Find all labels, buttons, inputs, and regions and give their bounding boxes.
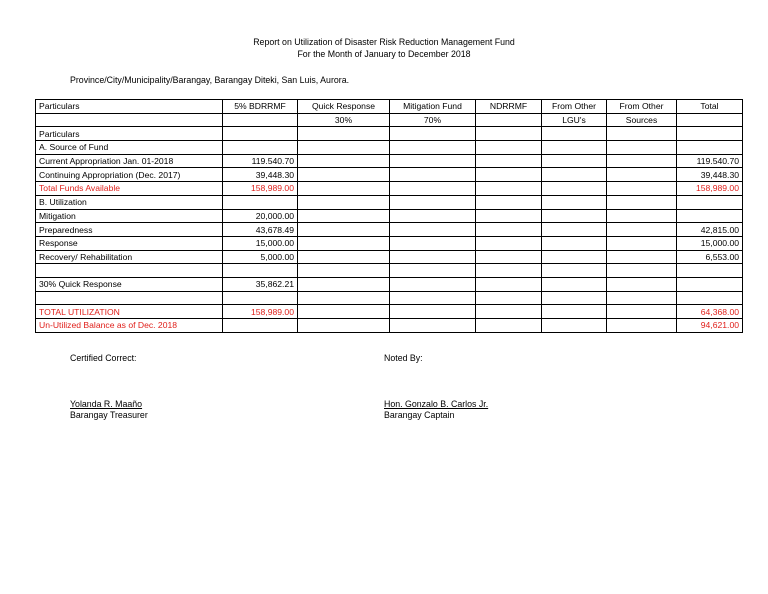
empty-cell	[298, 127, 390, 141]
bdrrmf-cell: 39,448.30	[223, 168, 298, 182]
header-cell: Quick Response	[298, 100, 390, 114]
row-label: Response	[36, 236, 223, 250]
report-period: For the Month of January to December 2018	[297, 49, 471, 59]
header-row-2	[36, 113, 743, 127]
report-title: Report on Utilization of Disaster Risk Reduction Management Fund	[253, 37, 515, 47]
empty-cell	[390, 291, 476, 305]
treasurer-name: Yolanda R. Maaño	[70, 399, 143, 409]
empty-cell	[607, 127, 677, 141]
empty-cell	[390, 264, 476, 278]
empty-cell	[298, 319, 390, 333]
row-label: A. Source of Fund	[36, 141, 223, 155]
empty-cell	[390, 168, 476, 182]
total-cell: 119.540.70	[677, 154, 743, 168]
header-cell: Sources	[607, 113, 677, 127]
table-row	[36, 319, 743, 333]
table-row	[36, 223, 743, 237]
total-cell: 94,621.00	[677, 319, 743, 333]
empty-cell	[542, 195, 607, 209]
empty-cell	[390, 250, 476, 264]
empty-cell	[476, 141, 542, 155]
empty-cell	[476, 277, 542, 291]
empty-cell	[476, 127, 542, 141]
empty-cell	[390, 305, 476, 319]
row-label: TOTAL UTILIZATION	[36, 305, 223, 319]
certified-correct-label: Certified Correct:	[70, 353, 137, 363]
empty-cell	[298, 291, 390, 305]
total-cell	[677, 209, 743, 223]
table-row	[36, 277, 743, 291]
empty-cell	[390, 223, 476, 237]
empty-cell	[476, 291, 542, 305]
bdrrmf-cell: 15,000.00	[223, 236, 298, 250]
table-row	[36, 209, 743, 223]
table-row	[36, 264, 743, 278]
bdrrmf-cell	[223, 264, 298, 278]
table-row	[36, 168, 743, 182]
empty-cell	[607, 168, 677, 182]
header-cell: 30%	[298, 113, 390, 127]
treasurer-signature	[70, 399, 148, 421]
bdrrmf-cell	[223, 195, 298, 209]
row-label: B. Utilization	[36, 195, 223, 209]
empty-cell	[298, 223, 390, 237]
total-cell	[677, 141, 743, 155]
header-cell: 70%	[390, 113, 476, 127]
bdrrmf-cell: 119.540.70	[223, 154, 298, 168]
bdrrmf-cell	[223, 127, 298, 141]
table-row	[36, 250, 743, 264]
empty-cell	[542, 209, 607, 223]
empty-cell	[476, 305, 542, 319]
empty-cell	[542, 236, 607, 250]
bdrrmf-cell: 20,000.00	[223, 209, 298, 223]
empty-cell	[390, 154, 476, 168]
empty-cell	[476, 223, 542, 237]
header-cell: From Other	[607, 100, 677, 114]
empty-cell	[607, 277, 677, 291]
header-cell	[476, 113, 542, 127]
empty-cell	[390, 319, 476, 333]
bdrrmf-cell: 5,000.00	[223, 250, 298, 264]
empty-cell	[298, 195, 390, 209]
empty-cell	[476, 195, 542, 209]
empty-cell	[390, 195, 476, 209]
row-label: Continuing Appropriation (Dec. 2017)	[36, 168, 223, 182]
row-label: 30% Quick Response	[36, 277, 223, 291]
empty-cell	[476, 209, 542, 223]
empty-cell	[298, 154, 390, 168]
empty-cell	[298, 264, 390, 278]
header-row-1	[36, 100, 743, 114]
table-row	[36, 195, 743, 209]
empty-cell	[542, 319, 607, 333]
captain-signature	[384, 399, 488, 421]
captain-title: Barangay Captain	[384, 410, 455, 420]
table-row	[36, 127, 743, 141]
empty-cell	[476, 154, 542, 168]
empty-cell	[390, 127, 476, 141]
header-cell: Particulars	[36, 100, 223, 114]
header-cell: LGU's	[542, 113, 607, 127]
row-label: Mitigation	[36, 209, 223, 223]
empty-cell	[298, 236, 390, 250]
empty-cell	[542, 182, 607, 196]
empty-cell	[607, 319, 677, 333]
empty-cell	[476, 319, 542, 333]
empty-cell	[298, 182, 390, 196]
row-label: Particulars	[36, 127, 223, 141]
empty-cell	[542, 141, 607, 155]
empty-cell	[607, 305, 677, 319]
empty-cell	[298, 209, 390, 223]
row-label: Recovery/ Rehabilitation	[36, 250, 223, 264]
empty-cell	[607, 264, 677, 278]
table-row	[36, 305, 743, 319]
empty-cell	[390, 236, 476, 250]
total-cell: 39,448.30	[677, 168, 743, 182]
empty-cell	[542, 168, 607, 182]
table-row	[36, 291, 743, 305]
table-row	[36, 154, 743, 168]
header-cell	[677, 113, 743, 127]
empty-cell	[476, 168, 542, 182]
total-cell: 6,553.00	[677, 250, 743, 264]
total-cell: 42,815.00	[677, 223, 743, 237]
row-label	[36, 264, 223, 278]
total-cell	[677, 291, 743, 305]
empty-cell	[542, 305, 607, 319]
empty-cell	[542, 264, 607, 278]
total-cell	[677, 277, 743, 291]
empty-cell	[542, 291, 607, 305]
empty-cell	[390, 209, 476, 223]
empty-cell	[607, 291, 677, 305]
header-cell: NDRRMF	[476, 100, 542, 114]
bdrrmf-cell: 158,989.00	[223, 182, 298, 196]
empty-cell	[390, 182, 476, 196]
empty-cell	[607, 223, 677, 237]
empty-cell	[298, 141, 390, 155]
empty-cell	[298, 250, 390, 264]
empty-cell	[298, 305, 390, 319]
empty-cell	[542, 277, 607, 291]
treasurer-title: Barangay Treasurer	[70, 410, 148, 420]
total-cell	[677, 127, 743, 141]
total-cell: 64,368.00	[677, 305, 743, 319]
row-label: Un-Utilized Balance as of Dec. 2018	[36, 319, 223, 333]
table-row	[36, 236, 743, 250]
total-cell: 15,000.00	[677, 236, 743, 250]
header-cell: 5% BDRRMF	[223, 100, 298, 114]
total-cell: 158,989.00	[677, 182, 743, 196]
table-row	[36, 141, 743, 155]
empty-cell	[476, 264, 542, 278]
empty-cell	[390, 277, 476, 291]
bdrrmf-cell: 35,862.21	[223, 277, 298, 291]
row-label: Current Appropriation Jan. 01-2018	[36, 154, 223, 168]
header-cell	[223, 113, 298, 127]
header-cell: Total	[677, 100, 743, 114]
table-row	[36, 182, 743, 196]
empty-cell	[542, 223, 607, 237]
empty-cell	[607, 195, 677, 209]
empty-cell	[607, 236, 677, 250]
total-cell	[677, 195, 743, 209]
fund-utilization-table	[35, 99, 743, 333]
empty-cell	[476, 250, 542, 264]
total-cell	[677, 264, 743, 278]
empty-cell	[298, 168, 390, 182]
header-cell: Mitigation Fund	[390, 100, 476, 114]
empty-cell	[476, 182, 542, 196]
header-cell: From Other	[542, 100, 607, 114]
empty-cell	[542, 127, 607, 141]
bdrrmf-cell	[223, 291, 298, 305]
row-label: Total Funds Available	[36, 182, 223, 196]
empty-cell	[298, 277, 390, 291]
row-label	[36, 291, 223, 305]
row-label: Preparedness	[36, 223, 223, 237]
empty-cell	[476, 236, 542, 250]
empty-cell	[607, 182, 677, 196]
captain-name: Hon. Gonzalo B. Carlos Jr.	[384, 399, 489, 409]
empty-cell	[390, 141, 476, 155]
empty-cell	[542, 154, 607, 168]
empty-cell	[607, 250, 677, 264]
bdrrmf-cell: 43,678.49	[223, 223, 298, 237]
noted-by-label: Noted By:	[384, 353, 423, 363]
report-location: Province/City/Municipality/Barangay, Barangay Diteki, San Luis, Aurora.	[70, 75, 350, 85]
header-cell	[36, 113, 223, 127]
empty-cell	[607, 209, 677, 223]
empty-cell	[542, 250, 607, 264]
empty-cell	[607, 154, 677, 168]
bdrrmf-cell: 158,989.00	[223, 305, 298, 319]
bdrrmf-cell	[223, 319, 298, 333]
empty-cell	[607, 141, 677, 155]
bdrrmf-cell	[223, 141, 298, 155]
